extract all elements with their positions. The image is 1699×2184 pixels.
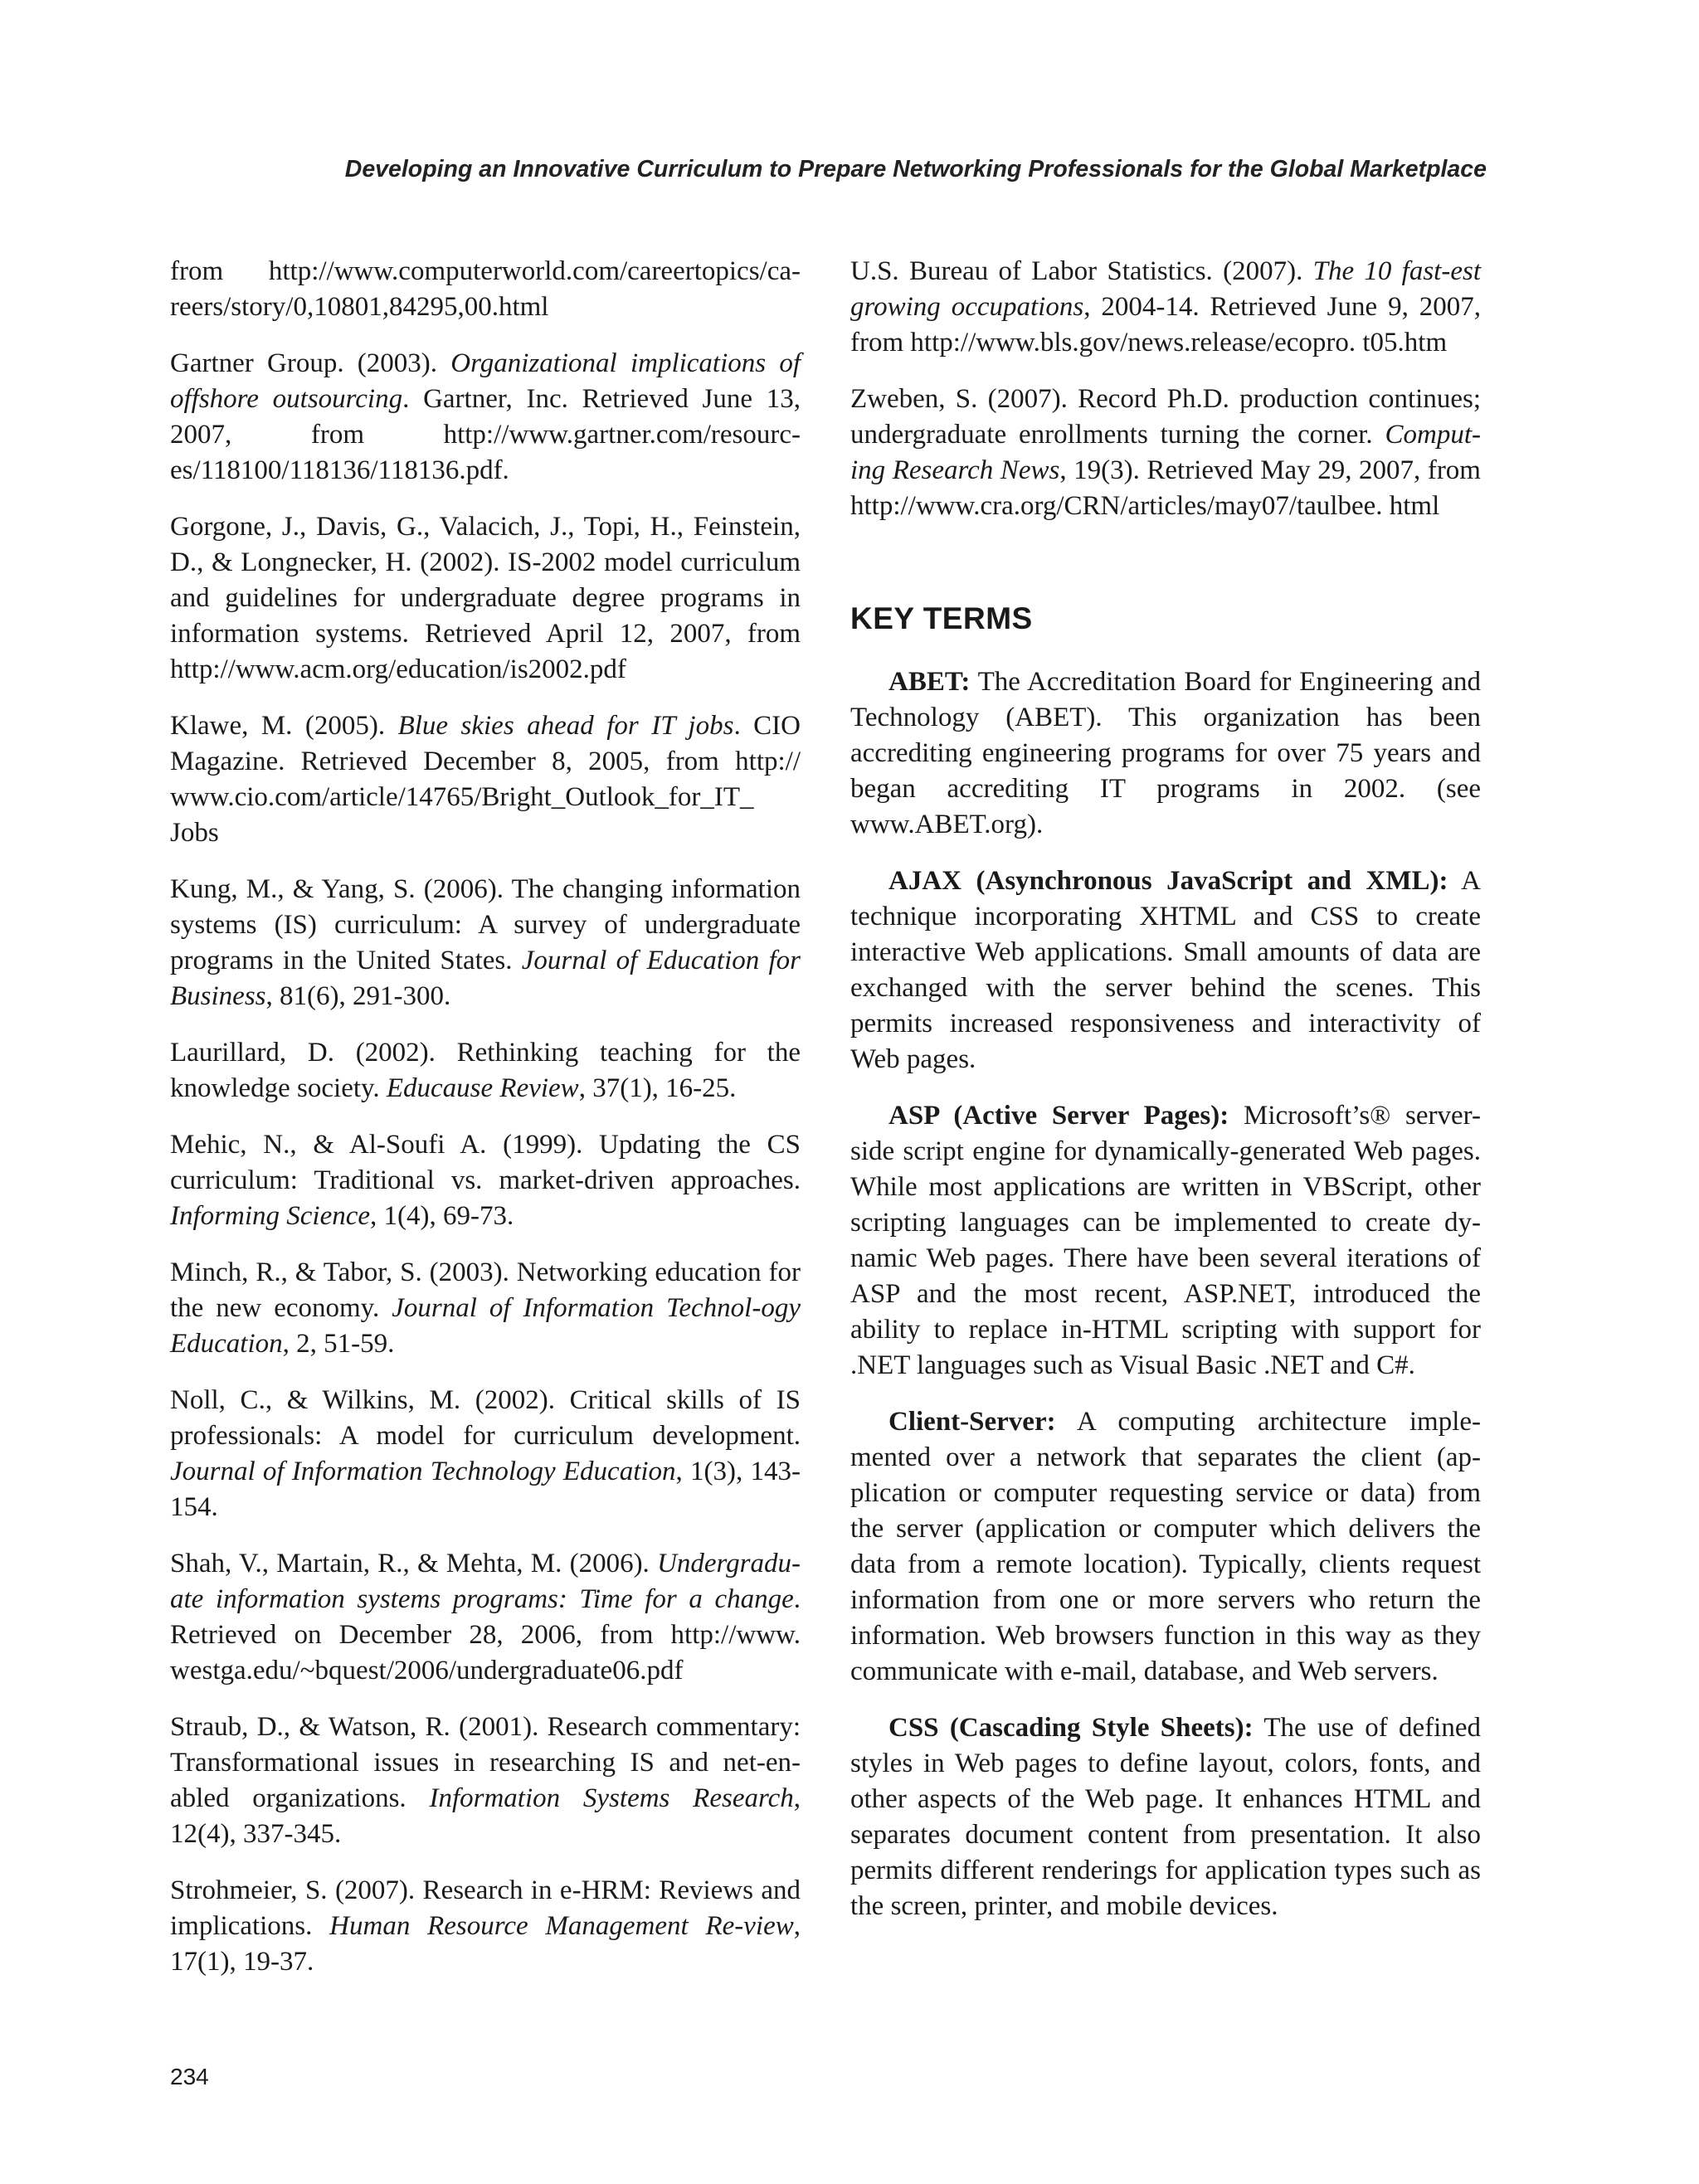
reference-entry: U.S. Bureau of Labor Statistics. (2007). The 10 fast-est growing occupations, 2004-14. Retrieved June 9, 2007, from http://www.bls.gov/news.release/ecopro. t05.htm <box>850 256 1481 358</box>
term-name: Client-Server: <box>888 1407 1056 1437</box>
term-name: ASP (Active Server Pages): <box>888 1101 1229 1131</box>
term-definition: The Accreditation Board for Engineering and Technology (ABET). This organization has been accrediting engineering programs for over 75 years and began accrediting IT programs in 2002. (see www.ABET.org). <box>850 667 1481 839</box>
key-term-entry <box>850 863 1481 1077</box>
reference-entry: Klawe, M. (2005). Blue skies ahead for IT jobs. CIO Magazine. Retrieved December 8, 2005, from http:// www.cio.com/article/14765/Bright_Outlook_for_IT_ Jobs <box>170 711 801 848</box>
running-header: Developing an Innovative Curriculum to Prepare Networking Professionals for the Global Marketplace <box>344 156 1487 182</box>
reference-entry: Kung, M., & Yang, S. (2006). The changing information systems (IS) curriculum: A survey of undergraduate programs in the United States. Journal of Education for Business, 81(6), 291-300. <box>170 874 801 1011</box>
reference-entry: Strohmeier, S. (2007). Research in e-HRM: Reviews and implications. Human Resource Management Re-view, 17(1), 19-37. <box>170 1875 801 1977</box>
key-term-entry <box>850 1098 1481 1384</box>
key-term-entry <box>850 664 1481 843</box>
key-term-entry <box>850 1404 1481 1690</box>
reference-entry: Noll, C., & Wilkins, M. (2002). Critical skills of IS professionals: A model for curriculum development. Journal of Information Technology Education, 1(3), 143-154. <box>170 1385 801 1522</box>
key-term-entry <box>850 1710 1481 1924</box>
term-name: ABET: <box>888 667 971 697</box>
reference-entry: Straub, D., & Watson, R. (2001). Research commentary: Transformational issues in researching IS and net-en-abled organizations. Information Systems Research, 12(4), 337-345. <box>170 1712 801 1849</box>
reference-entry: Gartner Group. (2003). Organizational implications of offshore outsourcing. Gartner, Inc. Retrieved June 13, 2007, from http://www.gartner.com/resourc-es/118100/118136/118136.pdf. <box>170 348 801 485</box>
right-column <box>850 254 1481 1945</box>
reference-entry: Gorgone, J., Davis, G., Valacich, J., Topi, H., Feinstein, D., & Longnecker, H. (2002). IS-2002 model curriculum and guidelines for undergraduate degree programs in information systems. Retrieved April 12, 2007, from http://www.acm.org/education/is2002.pdf <box>170 512 801 684</box>
reference-entry: Shah, V., Martain, R., & Mehta, M. (2006). Undergradu-ate information systems programs: Time for a change. Retrieved on December 28, 2006, from http://www. westga.edu/~bquest/2006/undergraduate06.pdf <box>170 1549 801 1685</box>
section-title: KEY TERMS <box>850 601 1033 635</box>
term-definition: A computing architecture imple-mented over a network that separates the client (ap-plication or computer requesting service or data) from the server (application or computer which delivers the data from a remote location). Typically, clients request information from one or more servers who return the information. Web browsers function in this way as they communicate with e-mail, database, and Web servers. <box>850 1407 1481 1686</box>
term-definition: A technique incorporating XHTML and CSS to create interactive Web applications. Small amounts of data are exchanged with the server behind the scenes. This permits increased responsiveness and interactivity of Web pages. <box>850 866 1481 1074</box>
term-name: AJAX (Asynchronous JavaScript and XML): <box>888 866 1448 896</box>
reference-entry: Mehic, N., & Al-Soufi A. (1999). Updating the CS curriculum: Traditional vs. market-driven approaches. Informing Science, 1(4), 69-73. <box>170 1130 801 1231</box>
reference-entry: Minch, R., & Tabor, S. (2003). Networking education for the new economy. Journal of Information Technol-ogy Education, 2, 51-59. <box>170 1257 801 1359</box>
page-number: 234 <box>170 2064 209 2089</box>
left-column <box>170 254 801 2001</box>
reference-entry: Laurillard, D. (2002). Rethinking teaching for the knowledge society. Educause Review, 37(1), 16-25. <box>170 1038 801 1103</box>
term-name: CSS (Cascading Style Sheets): <box>888 1713 1254 1743</box>
term-definition: Microsoft’s® server-side script engine for dynamically-generated Web pages. While most applications are written in VBScript, other scripting languages can be implemented to create dy-namic Web pages. There have been several iterations of ASP and the most recent, ASP.NET, introduced the ability to replace in-HTML scripting with support for .NET languages such as Visual Basic .NET and C#. <box>850 1101 1481 1380</box>
term-definition: The use of defined styles in Web pages to define layout, colors, fonts, and other aspects of the Web page. It enhances HTML and separates document content from presentation. It also permits different renderings for application types such as the screen, printer, and mobile devices. <box>850 1713 1481 1921</box>
reference-entry: from http://www.computerworld.com/careertopics/ca-reers/story/0,10801,84295,00.html <box>170 256 801 322</box>
reference-entry: Zweben, S. (2007). Record Ph.D. production continues; undergraduate enrollments turning the corner. Comput-ing Research News, 19(3). Retrieved May 29, 2007, from http://www.cra.org/CRN/articles/may07/taulbee. html <box>850 384 1481 521</box>
